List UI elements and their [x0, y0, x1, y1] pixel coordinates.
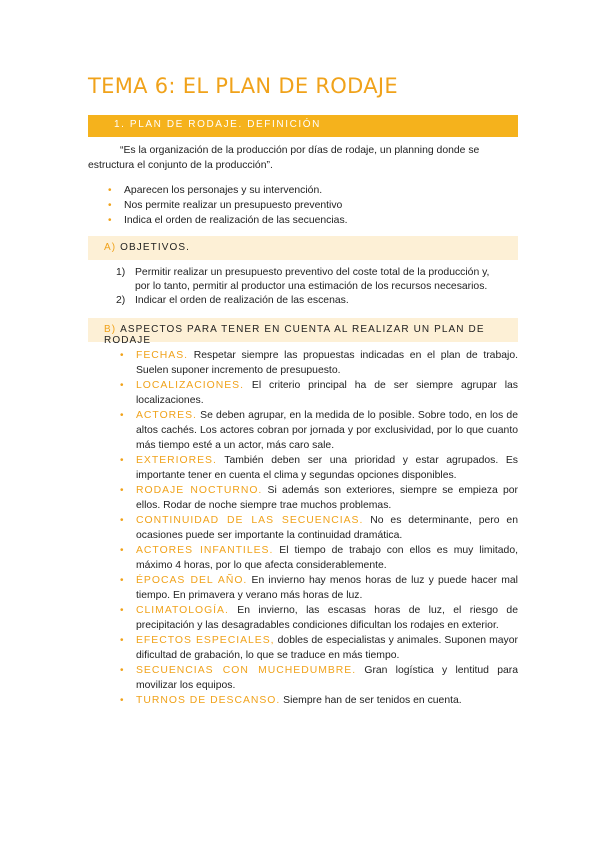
list-item-text: En invierno hay menos horas de luz y puede hacer mal tiempo. En primavera y verano más horas de luz.	[136, 575, 518, 601]
keyword: CLIMATOLOGÍA.	[136, 605, 229, 616]
item-number: 2)	[116, 295, 126, 306]
list-item	[120, 663, 518, 693]
bullet-icon: •	[120, 380, 124, 391]
subsection-header-objetivos	[88, 236, 518, 260]
list-item	[120, 543, 518, 573]
list-item	[120, 573, 518, 603]
bullet-icon: •	[120, 455, 124, 466]
list-item	[120, 483, 518, 513]
keyword: EFECTOS ESPECIALES,	[136, 635, 275, 646]
subsection-header-aspectos	[88, 318, 518, 346]
list-item-text: El tiempo de trabajo con ellos es muy limitado, máximo 4 horas, por lo que afecta considerablemente.	[136, 545, 518, 571]
list-item	[120, 378, 518, 408]
keyword: EXTERIORES.	[136, 455, 217, 466]
list-item-text: Aparecen los personajes y su intervención.	[124, 185, 323, 196]
bullet-icon: •	[120, 350, 124, 361]
bullet-icon: •	[108, 215, 112, 226]
keyword: RODAJE NOCTURNO.	[136, 485, 263, 496]
list-item-text: Respetar siempre las propuestas indicadas en el plan de trabajo. Suelen suponer incremento de presupuesto.	[136, 350, 518, 376]
section-header-label: 1. PLAN DE RODAJE. DEFINICIÓN	[114, 119, 321, 130]
list-item	[120, 633, 518, 663]
list-item-text: Si además son exteriores, siempre se empieza por ellos. Rodar de noche siempre trae muchos problemas.	[136, 485, 518, 511]
list-item	[120, 348, 518, 378]
aspects-list	[120, 348, 518, 708]
list-item-text: Gran logística y lentitud para movilizar los equipos.	[136, 665, 518, 691]
bullet-icon: •	[108, 200, 112, 211]
list-item-text: En invierno, las escasas horas de luz, el riesgo de precipitación y las desagradables condiciones dificultan los rodajes en exterior.	[136, 605, 518, 631]
list-item	[120, 513, 518, 543]
list-item-text: Permitir realizar un presupuesto preventivo del coste total de la producción y,	[135, 267, 490, 278]
page-title: TEMA 6: EL PLAN DE RODAJE	[88, 74, 398, 98]
subsection-letter: A)	[104, 242, 117, 253]
list-item-text: Se deben agrupar, en la medida de lo posible. Sobre todo, en los de altos cachés. Los actores cobran por jornada y por exclusividad, por lo que cuanto más tiempo esté a un actor, más caro sale.	[136, 410, 518, 451]
list-item	[120, 693, 518, 708]
list-item	[116, 294, 518, 308]
bullet-icon: •	[120, 485, 124, 496]
keyword: ACTORES.	[136, 410, 197, 421]
bullet-icon: •	[120, 575, 124, 586]
subsection-title: ASPECTOS PARA TENER EN CUENTA AL REALIZAR UN PLAN DE RODAJE	[104, 324, 485, 346]
bullet-icon: •	[120, 695, 124, 706]
numbered-list	[116, 266, 518, 308]
bullet-icon: •	[120, 665, 124, 676]
list-item-text: dobles de especialistas y animales. Suponen mayor dificultad de grabación, lo que se traduce en más tiempo.	[136, 635, 518, 661]
keyword: ÉPOCAS DEL AÑO.	[136, 575, 248, 586]
bullet-icon: •	[120, 410, 124, 421]
list-item-text: No es determinante, pero en ocasiones puede ser importante la continuidad dramática.	[136, 515, 518, 541]
list-item-text: Indicar el orden de realización de las escenas.	[135, 295, 349, 306]
list-item	[108, 183, 518, 198]
keyword: SECUENCIAS CON MUCHEDUMBRE.	[136, 665, 357, 676]
list-item-text: Nos permite realizar un presupuesto preventivo	[124, 200, 343, 211]
list-item	[120, 453, 518, 483]
list-item	[120, 603, 518, 633]
subsection-letter: B)	[104, 324, 117, 335]
bullet-icon: •	[120, 635, 124, 646]
list-item-text: Siempre han de ser tenidos en cuenta.	[280, 695, 462, 706]
list-item-text: El criterio principal ha de ser siempre agrupar las localizaciones.	[136, 380, 518, 406]
bullet-list	[108, 183, 518, 228]
keyword: TURNOS DE DESCANSO.	[136, 695, 281, 706]
list-item	[116, 266, 518, 294]
definition-quote	[88, 143, 518, 173]
item-number: 1)	[116, 267, 126, 278]
keyword: FECHAS.	[136, 350, 189, 361]
quote-line: estructura el conjunto de la producción”.	[88, 160, 273, 171]
section-header	[88, 115, 518, 137]
list-item	[120, 408, 518, 453]
subsection-title: OBJETIVOS.	[120, 242, 190, 253]
list-item-text: Indica el orden de realización de las secuencias.	[124, 215, 348, 226]
bullet-icon: •	[120, 515, 124, 526]
keyword: CONTINUIDAD DE LAS SECUENCIAS.	[136, 515, 364, 526]
bullet-icon: •	[120, 605, 124, 616]
keyword: ACTORES INFANTILES.	[136, 545, 274, 556]
bullet-icon: •	[120, 545, 124, 556]
list-item	[108, 213, 518, 228]
list-item-text: También deben ser una prioridad y estar agrupados. Es importante tener en cuenta el clima y segundas opciones disponibles.	[136, 455, 518, 481]
bullet-icon: •	[108, 185, 112, 196]
list-item-text: por lo tanto, permitir al productor una estimación de los recursos necesarios.	[135, 281, 488, 292]
list-item	[108, 198, 518, 213]
quote-line: “Es la organización de la producción por días de rodaje, un planning donde se	[120, 145, 480, 156]
keyword: LOCALIZACIONES.	[136, 380, 244, 391]
